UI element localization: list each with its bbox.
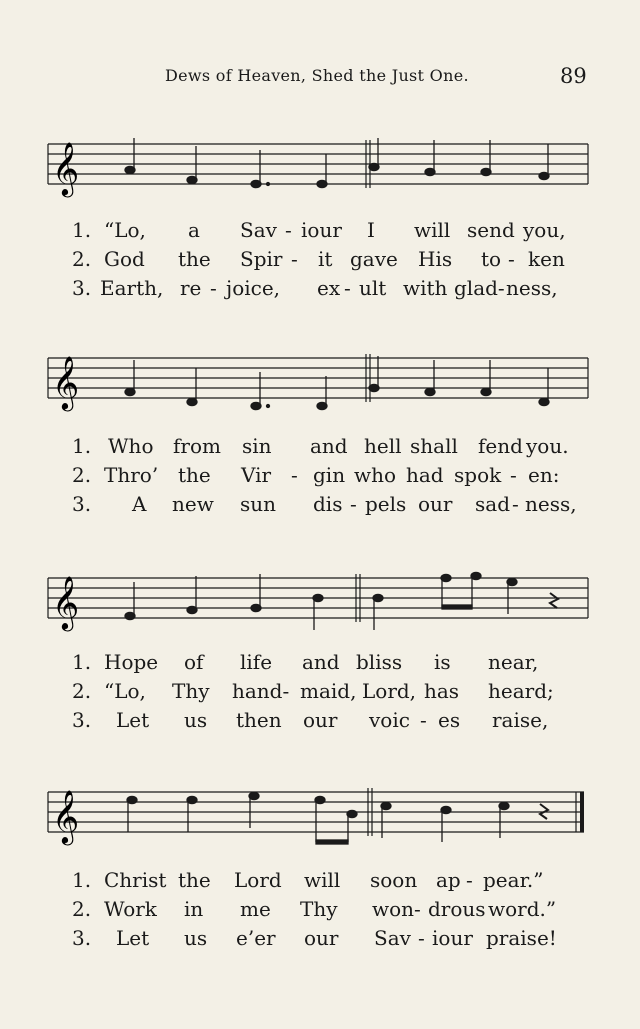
lyric: pear.” [483,868,544,892]
verse-number: 1. [72,650,92,674]
lyric: - [291,463,298,487]
lyric: hell [364,434,402,458]
lyric: Let [116,708,150,732]
lyric: Vir [241,463,272,487]
verse-line-3 [0,926,640,955]
lyric: send [467,218,515,242]
verses-system-4 [0,868,640,955]
lyric: pels [365,492,407,516]
lyric: then [236,708,282,732]
lyric: Hope [104,650,159,674]
lyric: - [510,463,517,487]
lyric: Lord [234,868,282,892]
verse-line-2 [0,463,640,492]
lyric: - [210,276,217,300]
lyric: the [178,463,211,487]
running-title: Dews of Heaven, Shed the Just One. [165,66,469,85]
lyric: Thy [172,679,210,703]
lyric: “Lo, [104,218,146,242]
lyric: re [180,276,202,300]
staff-3 [44,566,592,636]
lyric: will [414,218,451,242]
lyric: I [367,218,375,242]
lyric: Thy [300,897,338,921]
verse-number: 2. [72,679,92,703]
lyric: Sav [240,218,277,242]
lyric: His [418,247,453,271]
lyric: Who [108,434,154,458]
lyric: ness, [525,492,577,516]
music-staff-4 [44,780,592,850]
lyric: Thro’ [104,463,159,487]
lyric: new [172,492,214,516]
lyric: heard; [488,679,554,703]
lyric: - [512,492,519,516]
verse-line-3 [0,492,640,521]
lyric: Spir [240,247,283,271]
music-staff-1 [44,132,592,202]
lyric: us [184,708,208,732]
page-number: 89 [560,64,587,88]
lyric: our [304,926,339,950]
verse-number: 3. [72,276,92,300]
lyric: ap [436,868,461,892]
lyric: from [173,434,221,458]
lyric: me [240,897,271,921]
treble-clef-icon: 𝄞 [52,789,80,843]
verse-number: 2. [72,897,92,921]
lyric: it [318,247,333,271]
lyric: voic [369,708,410,732]
lyric: and [310,434,348,458]
lyric: to [481,247,502,271]
lyric: - [508,247,515,271]
lyric: will [304,868,341,892]
lyric: the [178,868,211,892]
verse-line-2 [0,247,640,276]
lyric: dis [313,492,343,516]
lyric: word.” [488,897,557,921]
lyric: Let [116,926,150,950]
lyric: you. [526,434,569,458]
lyric: won- [372,897,421,921]
lyric: raise, [492,708,549,732]
verse-number: 1. [72,868,92,892]
lyric: iour [432,926,473,950]
verse-line-2 [0,679,640,708]
lyric: had [406,463,444,487]
verse-line-1 [0,868,640,897]
lyric: Earth, [100,276,164,300]
lyric: praise! [486,926,557,950]
lyric: joice, [226,276,281,300]
lyric: soon [370,868,418,892]
lyric: gave [350,247,398,271]
lyric: e’er [236,926,276,950]
lyric: iour [301,218,342,242]
lyric: life [240,650,273,674]
lyric: us [184,926,208,950]
music-staff-3 [44,566,592,636]
lyric: the [178,247,211,271]
lyric: of [184,650,204,674]
lyric: bliss [356,650,403,674]
lyric: - [285,218,292,242]
verses-system-1 [0,218,640,305]
lyric: en: [528,463,560,487]
lyric: Work [104,897,157,921]
lyric: Sav [374,926,411,950]
verses-system-3 [0,650,640,737]
lyric: sun [240,492,277,516]
treble-clef-icon: 𝄞 [52,575,80,629]
lyric: fend [478,434,523,458]
page-header [0,64,640,94]
lyric: ult [359,276,387,300]
verse-number: 3. [72,708,92,732]
lyric: drous [428,897,486,921]
music-staff-2 [44,346,592,416]
lyric: hand- [232,679,290,703]
verse-number: 1. [72,434,92,458]
lyric: in [184,897,204,921]
lyric: glad- [454,276,505,300]
lyric: shall [410,434,458,458]
staff-2 [44,346,592,416]
lyric: near, [488,650,539,674]
verses-system-2 [0,434,640,521]
staff-4 [44,780,592,850]
lyric: and [302,650,340,674]
lyric: - [466,868,473,892]
lyric: Christ [104,868,167,892]
final-barline [580,792,584,832]
verse-number: 3. [72,926,92,950]
lyric: has [424,679,460,703]
lyric: ness, [506,276,558,300]
staff-1 [44,132,592,202]
lyric: - [291,247,298,271]
lyric: who [354,463,397,487]
verse-line-1 [0,434,640,463]
lyric: - [418,926,425,950]
verse-number: 2. [72,463,92,487]
lyric: our [418,492,453,516]
verse-line-1 [0,218,640,247]
treble-clef-icon: 𝄞 [52,141,80,195]
treble-clef-icon: 𝄞 [52,355,80,409]
verse-line-2 [0,897,640,926]
lyric: es [438,708,461,732]
verse-line-3 [0,708,640,737]
lyric: ken [528,247,565,271]
lyric: A [132,492,147,516]
lyric: ex [317,276,341,300]
lyric: - [350,492,357,516]
lyric: is [434,650,451,674]
lyric: spok [454,463,502,487]
verse-line-1 [0,650,640,679]
lyric: - [420,708,427,732]
lyric: Lord, [362,679,417,703]
lyric: “Lo, [104,679,146,703]
verse-line-3 [0,276,640,305]
lyric: sin [242,434,272,458]
lyric: a [188,218,200,242]
lyric: - [344,276,351,300]
lyric: God [104,247,145,271]
lyric: maid, [300,679,357,703]
lyric: you, [523,218,566,242]
verse-number: 1. [72,218,92,242]
rest-icon [550,593,558,608]
lyric: with [403,276,448,300]
lyric: sad [475,492,510,516]
verse-number: 2. [72,247,92,271]
lyric: our [303,708,338,732]
lyric: gin [313,463,346,487]
verse-number: 3. [72,492,92,516]
